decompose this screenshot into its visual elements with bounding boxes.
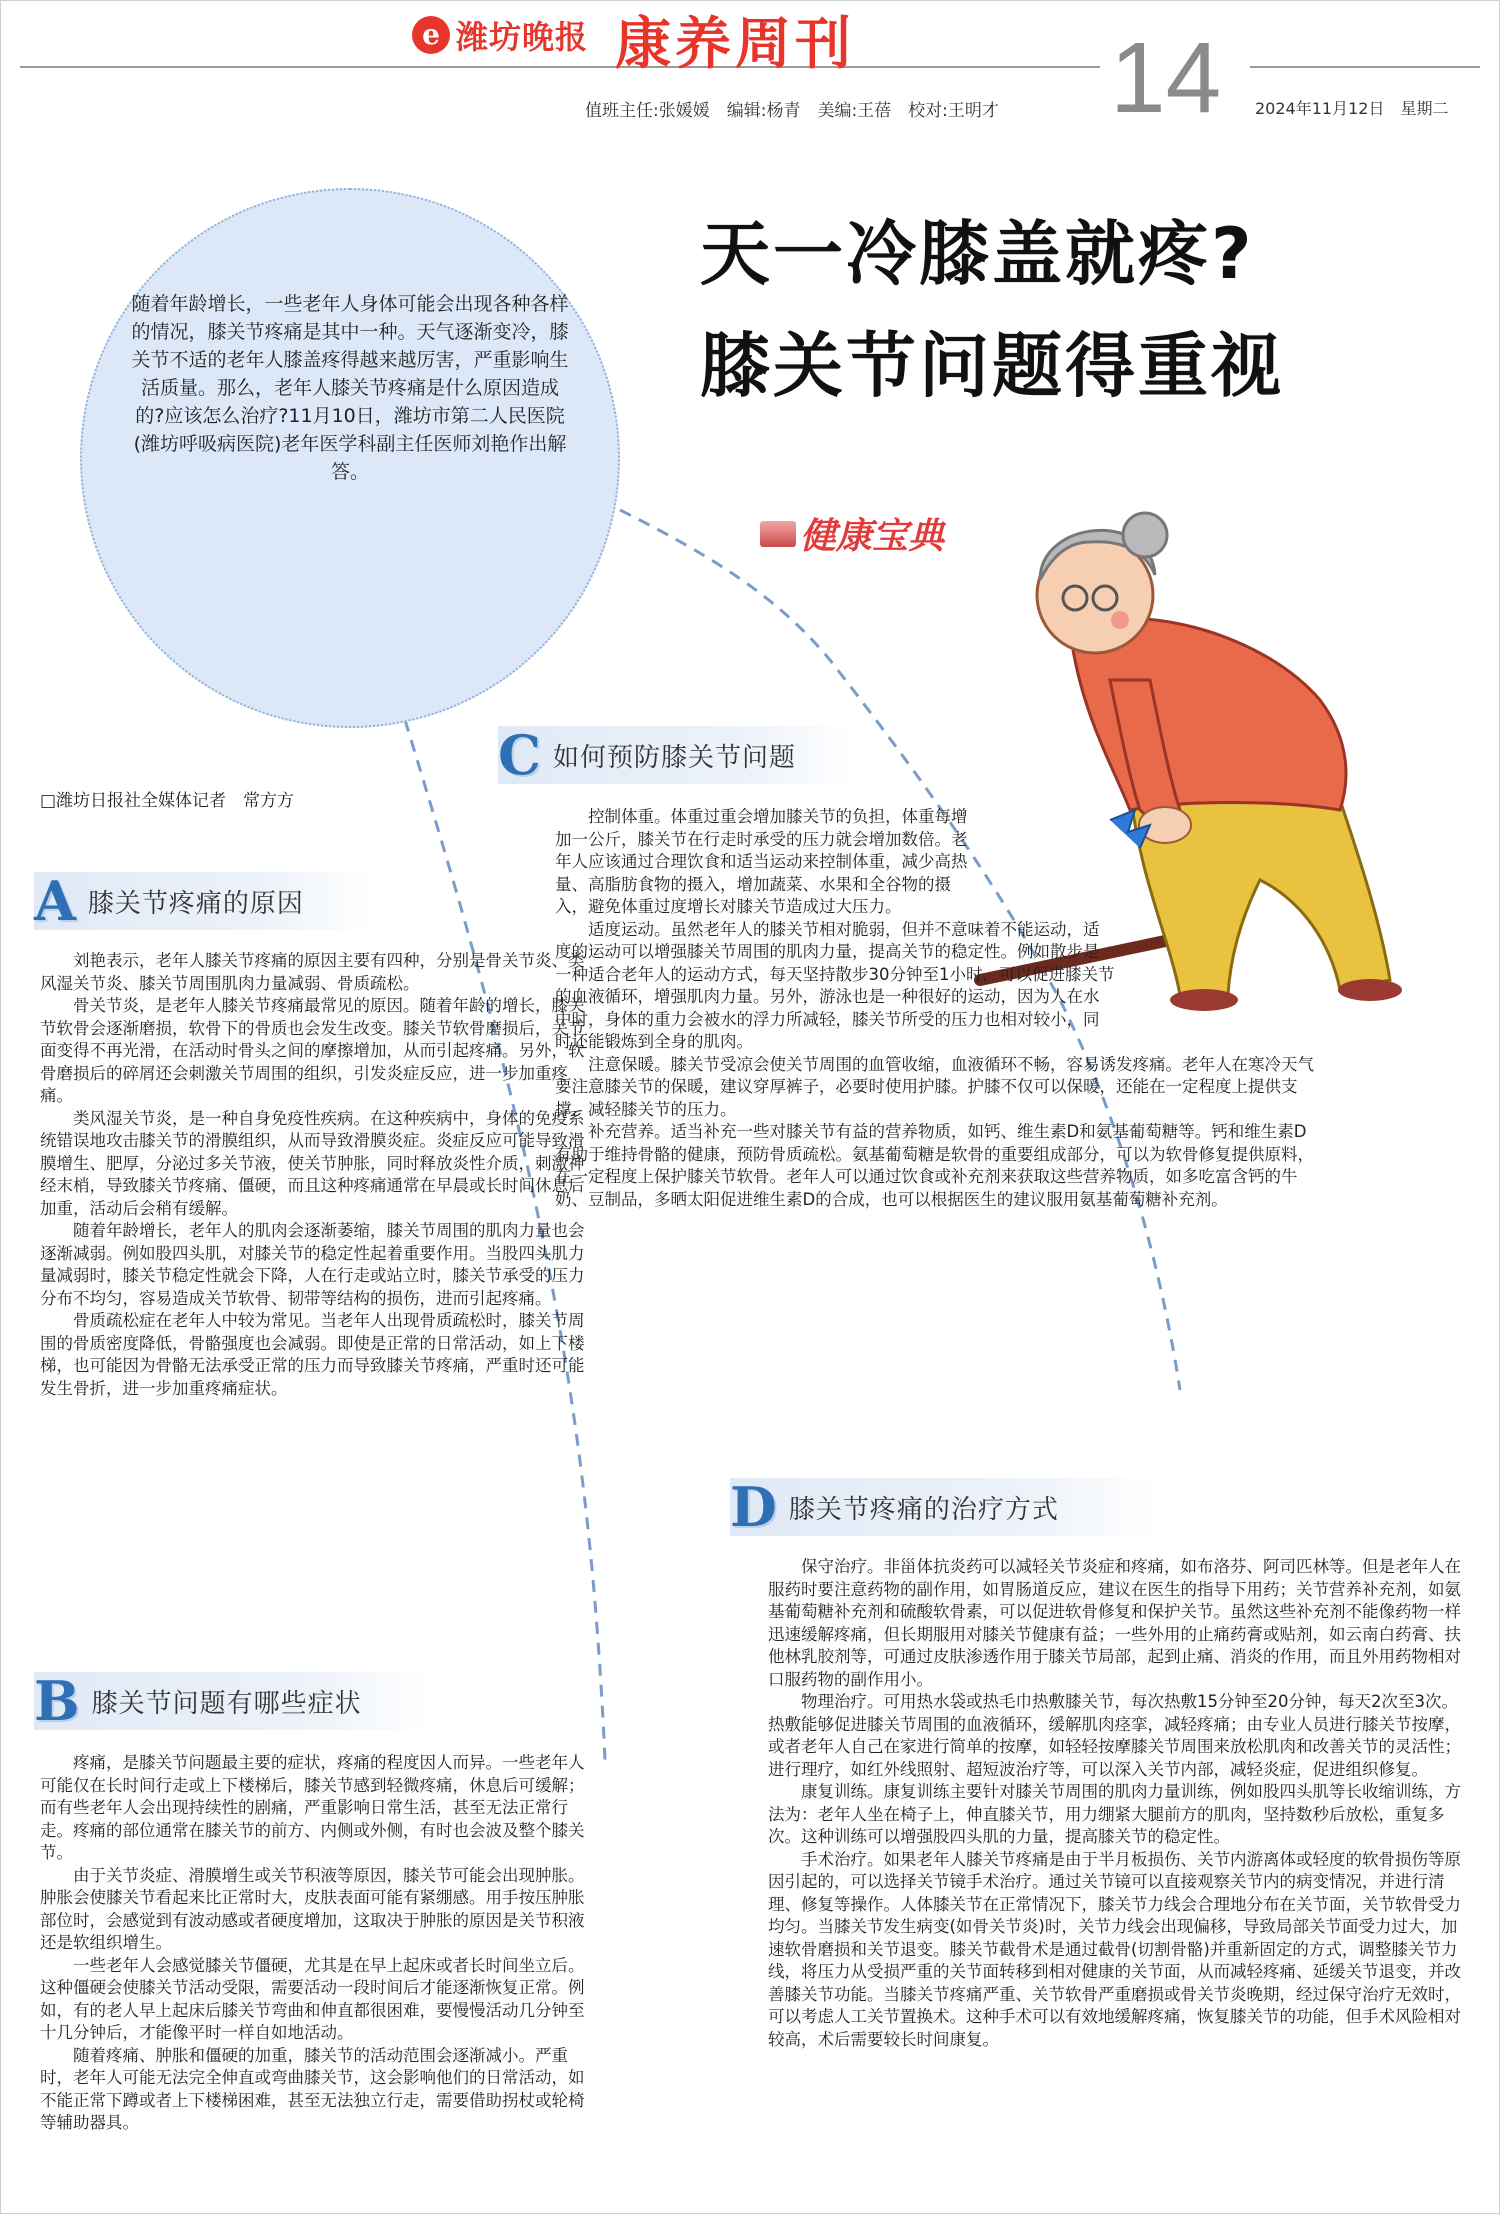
right-shoe bbox=[1338, 979, 1402, 1001]
headline-line-1: 天一冷膝盖就疼? bbox=[700, 213, 1255, 295]
section-b-header bbox=[34, 1669, 434, 1733]
section-b-paragraph: 由于关节炎症、滑膜增生或关节积液等原因，膝关节可能会出现肿胀。肿胀会使膝关节看起来比正常时大，皮肤表面可能有紧绷感。用手按压肿胀部位时，会感觉到有波动感或者硬度增加，这取决于肿胀的原因是关节积液还是软组织增生。 bbox=[40, 1865, 585, 1952]
section-a-letter: A bbox=[34, 869, 76, 933]
section-a-header bbox=[34, 869, 374, 933]
section-d-letter: D bbox=[730, 1475, 777, 1539]
newspaper-logo bbox=[412, 12, 588, 58]
weekly-name: 康养周刊 bbox=[615, 11, 855, 77]
section-a-paragraph: 骨质疏松症在老年人中较为常见。当老年人出现骨质疏松时，膝关节周围的骨质密度降低，骨骼强度也会减弱。即使是正常的日常活动，如上下楼梯，也可能因为骨骼无法承受正常的压力而导致膝关节疼痛，严重时还可能发生骨折，进一步加重疼痛症状。 bbox=[40, 1311, 585, 1398]
section-d-paragraph: 物理治疗。可用热水袋或热毛巾热敷膝关节，每次热敷15分钟至20分钟，每天2次至3次。热敷能够促进膝关节周围的血液循环，缓解肌肉痉挛，减轻疼痛；由专业人员进行膝关节按摩，或者老年人自己在家进行简单的按摩，如轻轻按摩膝关节周围来放松肌肉和改善关节的灵活性；进行理疗，如红外线照射、超短波治疗等，可以深入关节内部，减轻炎症，促进组织修复。 bbox=[768, 1692, 1461, 1779]
section-c-title: 如何预防膝关节问题 bbox=[552, 742, 796, 773]
section-c-paragraph: 适度运动。虽然老年人的膝关节相对脆弱，但并不意味着不能运动，适度的运动可以增强膝关节周围的肌肉力量，提高关节的稳定性。例如散步是一种适合老年人的运动方式，每天坚持散步30分钟至1小时，可以促进膝关节的血液循环，增强肌肉力量。另外，游泳也是一种很好的运动，因为人在水中时，身体的重力会被水的浮力所减轻，膝关节所受的压力也相对较小，同时还能锻炼到全身的肌肉。 bbox=[555, 919, 1115, 1051]
section-b-title: 膝关节问题有哪些症状 bbox=[91, 1688, 362, 1719]
hair-bun bbox=[1123, 513, 1167, 557]
cheek bbox=[1111, 611, 1129, 629]
section-b-paragraph: 随着疼痛、肿胀和僵硬的加重，膝关节的活动范围会逐渐减小。严重时，老年人可能无法完全伸直或弯曲膝关节，这会影响他们的日常活动，如不能正常下蹲或者上下楼梯困难，甚至无法独立行走，需要借助拐杖或轮椅等辅助器具。 bbox=[40, 2045, 585, 2132]
intro-text: 随着年龄增长，一些老年人身体可能会出现各种各样的情况，膝关节疼痛是其中一种。天气逐渐变冷，膝关节不适的老年人膝盖疼得越来越厉害，严重影响生活质量。那么，老年人膝关节疼痛是什么原因造成的?应该怎么治疗?11月10日，潍坊市第二人民医院(潍坊呼吸病医院)老年医学科副主任医师刘艳作出解答。 bbox=[131, 293, 569, 483]
section-c-body bbox=[555, 806, 1320, 1211]
section-c-paragraph: 注意保暖。膝关节受凉会使关节周围的血管收缩，血液循环不畅，容易诱发疼痛。老年人在寒冷天气要注意膝关节的保暖，建议穿厚裤子，必要时使用护膝。护膝不仅可以保暖，还能在一定程度上提供支撑，减轻膝关节的压力。 bbox=[555, 1054, 1314, 1119]
section-d-title: 膝关节疼痛的治疗方式 bbox=[788, 1494, 1059, 1525]
book-icon bbox=[760, 521, 796, 547]
section-b-paragraph: 一些老年人会感觉膝关节僵硬，尤其是在早上起床或者长时间坐立后。这种僵硬会使膝关节活动受限，需要活动一段时间后才能逐渐恢复正常。例如，有的老人早上起床后膝关节弯曲和伸直都很困难，要慢慢活动几分钟至十几分钟后，才能像平时一样自如地活动。 bbox=[40, 1955, 585, 2042]
section-c-letter: C bbox=[498, 723, 541, 787]
section-c-paragraph: 补充营养。适当补充一些对膝关节有益的营养物质，如钙、维生素D和氨基葡萄糖等。钙和维生素D有助于维持骨骼的健康，预防骨质疏松。氨基葡萄糖是软骨的重要组成部分，可以为软骨修复提供原料，在一定程度上保护膝关节软骨。老年人可以通过饮食或补充剂来获取这些营养物质，如多吃富含钙的牛奶、豆制品，多晒太阳促进维生素D的合成，也可以根据医生的建议服用氨基葡萄糖补充剂。 bbox=[555, 1122, 1314, 1209]
masthead-rule bbox=[20, 66, 1100, 68]
date-rule bbox=[1250, 66, 1480, 68]
section-a-paragraph: 类风湿关节炎，是一种自身免疫性疾病。在这种疾病中，身体的免疫系统错误地攻击膝关节的滑膜组织，从而导致滑膜炎症。炎症反应可能导致滑膜增生、肥厚，分泌过多关节液，使关节肿胀，同时释放炎性介质，刺激神经末梢，导致膝关节疼痛、僵硬，而且这种疼痛通常在早晨或长时间休息后加重，活动后会稍有缓解。 bbox=[40, 1108, 585, 1218]
section-d-paragraph: 手术治疗。如果老年人膝关节疼痛是由于半月板损伤、关节内游离体或轻度的软骨损伤等原因引起的，可以选择关节镜手术治疗。通过关节镜可以直接观察关节内的病变情况，并进行清理、修复等操作。人体膝关节在正常情况下，膝关节力线会合理地分布在关节面，关节软骨受力均匀。当膝关节发生病变(如骨关节炎)时，关节力线会出现偏移，导致局部关节面受力过大，加速软骨磨损和关节退变。膝关节截骨术是通过截骨(切割骨骼)并重新固定的方式，调整膝关节力线，将压力从受损严重的关节面转移到相对健康的关节面，从而减轻疼痛、延缓关节退变，并改善膝关节功能。当膝关节疼痛严重、关节软骨严重磨损或骨关节炎晚期，经过保守治疗无效时，可以考虑人工关节置换术。这种手术可以有效地缓解疼痛，恢复膝关节的功能，但手术风险相对较高，术后需要较长时间康复。 bbox=[768, 1849, 1461, 2049]
page-number: 14 bbox=[1110, 22, 1222, 134]
section-b-body bbox=[40, 1752, 600, 2135]
section-a-body bbox=[40, 950, 585, 1400]
column-badge bbox=[760, 508, 944, 559]
paper-name: 潍坊晚报 bbox=[456, 18, 589, 56]
headline-line-2: 膝关节问题得重视 bbox=[700, 325, 1284, 407]
date-line: 2024年11月12日 星期二 bbox=[1255, 99, 1449, 118]
section-d-paragraph: 保守治疗。非甾体抗炎药可以减轻关节炎症和疼痛，如布洛芬、阿司匹林等。但是老年人在服药时要注意药物的副作用，如胃肠道反应，建议在医生的指导下用药；关节营养补充剂，如氨基葡萄糖补充剂和硫酸软骨素，可以促进软骨修复和保护关节。虽然这些补充剂不能像药物一样迅速缓解疼痛，但长期服用对膝关节健康有益；一些外用的止痛药膏或贴剂，如云南白药膏、扶他林乳胶剂等，可通过皮肤渗透作用于膝关节局部，起到止痛、消炎的作用，而且外用药物相对口服药物的副作用小。 bbox=[768, 1557, 1461, 1689]
section-c-header bbox=[498, 723, 858, 787]
section-a-title: 膝关节疼痛的原因 bbox=[87, 888, 304, 919]
section-a-paragraph: 骨关节炎，是老年人膝关节疼痛最常见的原因。随着年龄的增长，膝关节软骨会逐渐磨损，软骨下的骨质也会发生改变。膝关节软骨磨损后，关节面变得不再光滑，在活动时骨头之间的摩擦增加，从而引起疼痛。另外，软骨磨损后的碎屑还会刺激关节周围的组织，引发炎症反应，进一步加重疼痛。 bbox=[40, 996, 585, 1105]
section-b-paragraph: 疼痛，是膝关节问题最主要的症状，疼痛的程度因人而异。一些老年人可能仅在长时间行走或上下楼梯后，膝关节感到轻微疼痛，休息后可缓解；而有些老年人会出现持续性的剧痛，严重影响日常生活，甚至无法正常行走。疼痛的部位通常在膝关节的前方、内侧或外侧，有时也会波及整个膝关节。 bbox=[40, 1753, 585, 1862]
byline: □潍坊日报社全媒体记者 常方方 bbox=[40, 791, 295, 811]
logo-mark-icon: e bbox=[412, 16, 450, 54]
section-a-paragraph: 随着年龄增长，老年人的肌肉会逐渐萎缩，膝关节周围的肌肉力量也会逐渐减弱。例如股四头肌，对膝关节的稳定性起着重要作用。当股四头肌力量减弱时，膝关节稳定性就会下降，人在行走或站立时，膝关节承受的压力分布不均匀，容易造成关节软骨、韧带等结构的损伤，进而引起疼痛。 bbox=[40, 1221, 585, 1308]
section-d-paragraph: 康复训练。康复训练主要针对膝关节周围的肌肉力量训练，例如股四头肌等长收缩训练，方法为：老年人坐在椅子上，伸直膝关节，用力绷紧大腿前方的肌肉，坚持数秒后放松，重复多次。这种训练可以增强股四头肌的力量，提高膝关节的稳定性。 bbox=[768, 1782, 1461, 1846]
section-a-paragraph: 刘艳表示，老年人膝关节疼痛的原因主要有四种，分别是骨关节炎、类风湿关节炎、膝关节周围肌肉力量减弱、骨质疏松。 bbox=[40, 951, 585, 993]
editors-line: 值班主任:张媛媛 编辑:杨青 美编:王蓓 校对:王明才 bbox=[585, 101, 999, 121]
section-d-body bbox=[768, 1556, 1463, 2051]
section-c-paragraph: 控制体重。体重过重会增加膝关节的负担，体重每增加一公斤，膝关节在行走时承受的压力就会增加数倍。老年人应该通过合理饮食和适当运动来控制体重，减少高热量、高脂肪食物的摄入，增加蔬菜、水果和全谷物的摄入，避免体重过度增长对膝关节造成过大压力。 bbox=[555, 807, 968, 916]
section-d-header bbox=[730, 1475, 1160, 1539]
section-b-letter: B bbox=[34, 1669, 80, 1733]
column-badge-text: 健康宝典 bbox=[800, 516, 945, 557]
